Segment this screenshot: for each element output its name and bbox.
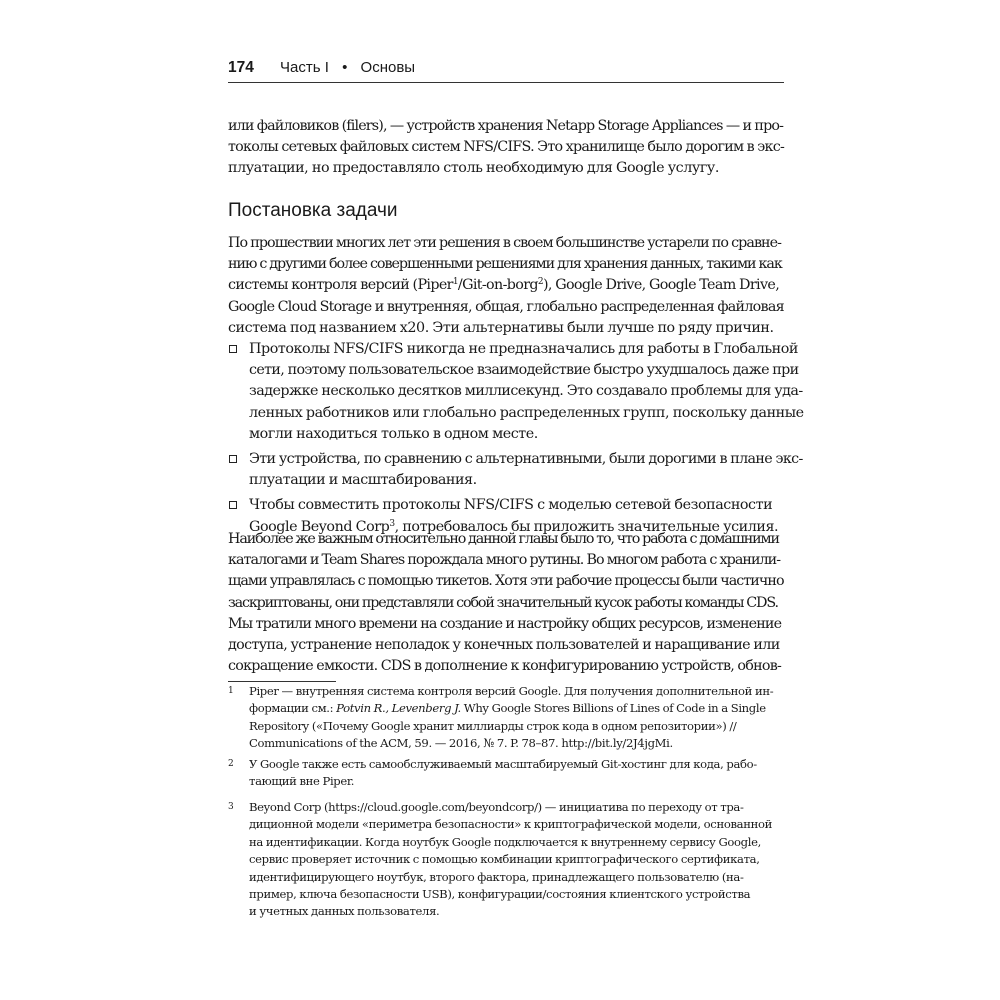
footnote-2: 2 У Google также есть самообслуживаемый масштабируемый Git-хостинг для кода, рабо- тающий вне Piper. xyxy=(228,757,757,789)
text-line: нию с другими более совершенными решениями для хранения данных, такими как xyxy=(228,256,782,273)
footnote-number: 2 xyxy=(228,759,234,769)
footnote-1: 1 Piper — внутренняя система контроля версий Google. Для получения дополнительной ин- формации см.: Potvin R., Levenberg J. Why Google Stores Billions of Lines of Code in a Single Repository («Почему Google хранит миллиарды строк кода в одном репозитории») // Communications of the ACM, 59. — 2016, № 7. P. 78–87. http://bit.ly/2J4jgMi. xyxy=(228,684,774,751)
part-label: Часть I xyxy=(280,59,329,76)
footnote-ref-1: 1 xyxy=(452,277,458,288)
section-heading: Постановка задачи xyxy=(228,200,398,221)
section-label: Основы xyxy=(360,59,416,76)
intro-paragraph xyxy=(228,116,784,180)
running-header xyxy=(228,59,784,83)
text-line: Google Cloud Storage и внутренняя, общая, глобально распределенная файловая xyxy=(228,298,784,315)
text-line: доступа, устранение неполадок у конечных пользователей и наращивание или xyxy=(228,637,780,654)
paragraph-1 xyxy=(228,233,784,339)
bullet-list xyxy=(228,339,804,538)
page-number: 174 xyxy=(228,59,254,76)
checkbox-bullet-icon xyxy=(229,345,237,353)
checkbox-bullet-icon xyxy=(229,501,237,509)
cited-authors: Potvin R., Levenberg J. xyxy=(336,701,461,716)
list-item: Эти устройства, по сравнению с альтернативными, были дорогими в плане экс- плуатации и масштабирования. xyxy=(228,449,784,491)
footnote-ref-2: 2 xyxy=(537,277,543,288)
list-item: Чтобы совместить протоколы NFS/CIFS с моделью сетевой безопасности Google Beyond Corp$^3$, потребовалось бы приложить значительные усилия. xyxy=(228,495,784,537)
footnote-3: 3 Beyond Corp (https://cloud.google.com/beyondcorp/) — инициатива по переходу от тра- диционной модели «периметра безопасности» к криптографической модели, основанной на идентификации. Когда ноутбук Google подключается к внутреннему сервису Google, сервис проверяет источник с помощью комбинации криптографического сертификата, идентифицирующего ноутбук, второго фактора, принадлежащего пользователю (на- пример, ключа безопасности USB), конфигурации/состояния клиентского устройства и учетных данных пользователя. xyxy=(228,800,772,919)
text-line: По прошествии многих лет эти решения в своем большинстве устарели по сравне- xyxy=(228,235,782,251)
text-line: или файловиков (filers), — устройств хранения Netapp Storage Appliances — и про- xyxy=(228,118,784,134)
text-line: сокращение емкости. CDS в дополнение к конфигурированию устройств, обнов- xyxy=(228,658,782,675)
text-line: каталогами и Team Shares порождала много рутины. Во многом работа с хранили- xyxy=(228,552,781,569)
footnote-number: 1 xyxy=(228,686,234,696)
footnote-number: 3 xyxy=(228,802,234,812)
list-item: Протоколы NFS/CIFS никогда не предназначались для работы в Глобальной сети, поэтому пользовательское взаимодействие быстро ухудшалось даже при задержке несколько десятков миллисекунд. Это создавало проблемы для уда- ленных работников или глобально распределенных групп, поскольку данные могли находиться только в одном месте. xyxy=(228,339,784,445)
text-line: щами управлялась с помощью тикетов. Хотя эти рабочие процессы были частично xyxy=(228,573,784,590)
checkbox-bullet-icon xyxy=(229,455,237,463)
header-rule xyxy=(228,82,784,83)
paragraph-2 xyxy=(228,529,784,677)
text-line: плуатации, но предоставляло столь необходимую для Google услугу. xyxy=(228,160,719,177)
header-bullet: • xyxy=(342,59,348,76)
text-line: заскриптованы, они представляли собой значительный кусок работы команды CDS. xyxy=(228,594,778,611)
text-line: Наиболее же важным относительно данной главы было то, что работа с домашними xyxy=(228,531,779,547)
footnote-rule xyxy=(228,681,336,682)
footnote-ref-3: 3 xyxy=(389,518,395,529)
text-line: система под названием x20. Эти альтернативы были лучше по ряду причин. xyxy=(228,319,774,336)
text-line: токолы сетевых файловых систем NFS/CIFS. Это хранилище было дорогим в экс- xyxy=(228,139,785,156)
text-line: Мы тратили много времени на создание и настройку общих ресурсов, изменение xyxy=(228,615,782,632)
text-line: системы контроля версий (Piper$^1$/Git-on-borg$^2$), Google Drive, Google Team Drive, xyxy=(228,277,780,294)
